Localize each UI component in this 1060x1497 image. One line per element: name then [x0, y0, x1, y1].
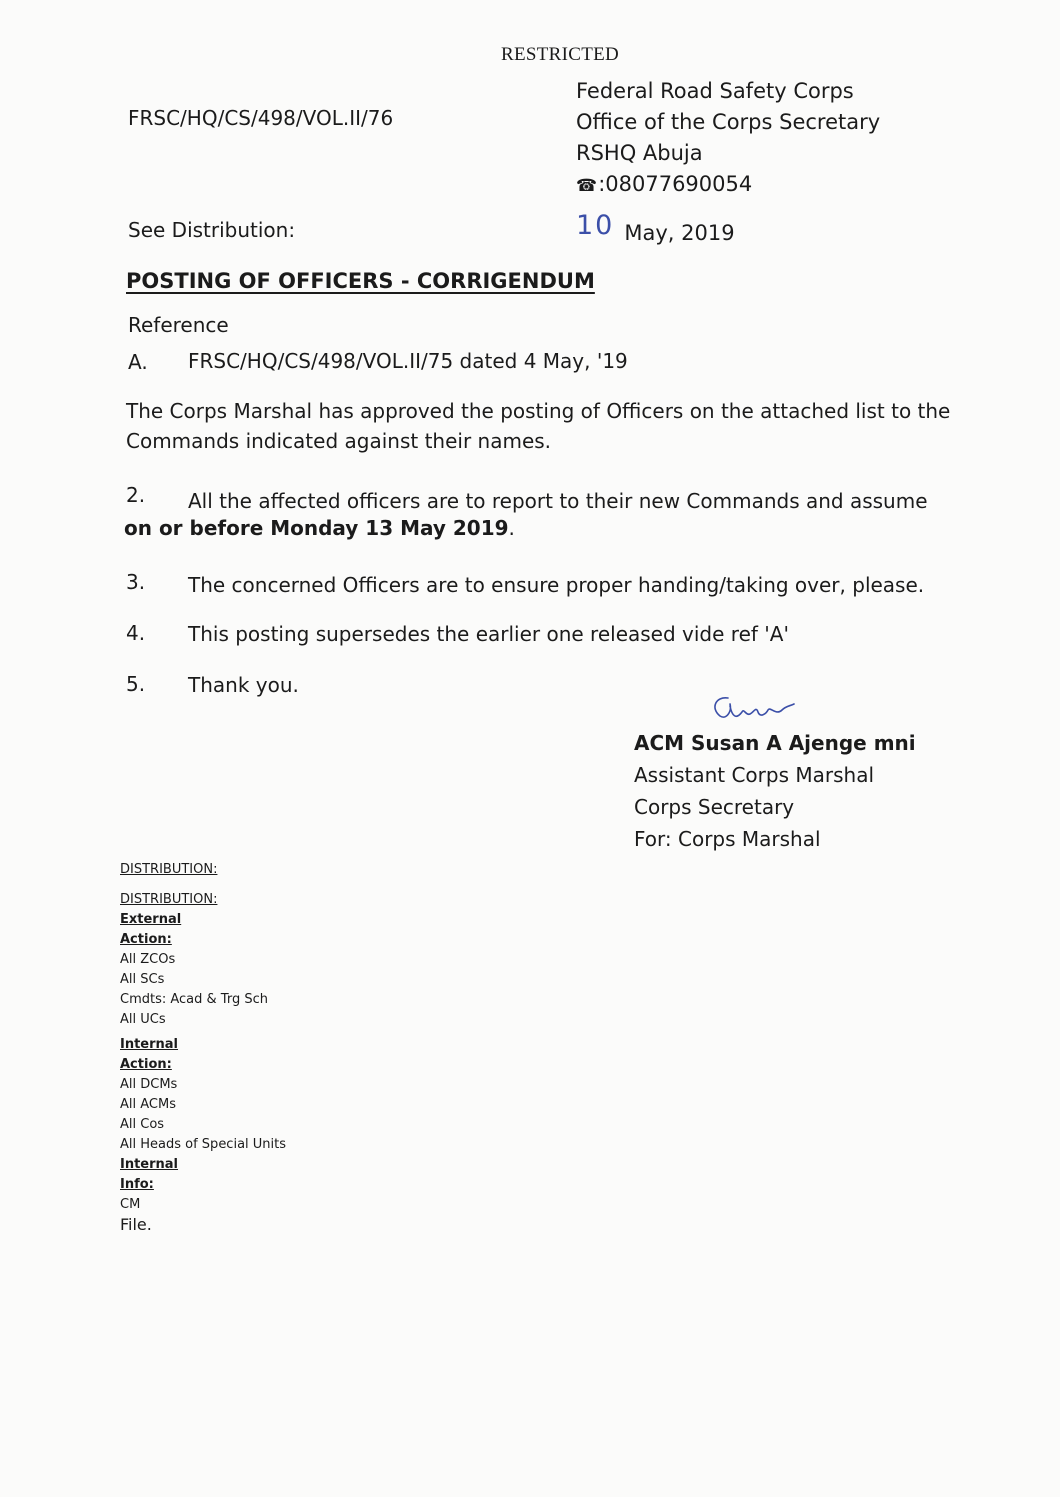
- distribution-internal-info: Internal: [120, 1157, 179, 1172]
- distribution-file: File.: [120, 1215, 152, 1234]
- handwritten-signature: [706, 694, 816, 730]
- reference-number: FRSC/HQ/CS/498/VOL.II/76: [128, 106, 394, 130]
- address-line-1: Federal Road Safety Corps: [576, 79, 854, 103]
- letter-date: [576, 210, 735, 247]
- paragraph-2-number: 2.: [126, 483, 146, 507]
- paragraph-2-text: All the affected officers are to report to their new Commands and assume: [188, 489, 928, 513]
- distribution-list: [120, 860, 286, 1235]
- reference-heading: Reference: [128, 313, 229, 337]
- sender-address: [576, 76, 880, 202]
- signatory-title-1: Assistant Corps Marshal: [634, 763, 875, 787]
- distribution-item: All ZCOs: [120, 952, 176, 967]
- paragraph-4-number: 4.: [126, 621, 146, 645]
- deadline-text: on or before Monday 13 May 2019: [124, 516, 509, 540]
- subject-heading: POSTING OF OFFICERS - CORRIGENDUM: [126, 269, 595, 293]
- paragraph-3-text: The concerned Officers are to ensure proper handing/taking over, please.: [188, 573, 925, 597]
- distribution-info: Info:: [120, 1177, 154, 1192]
- signatory-name: ACM Susan A Ajenge mni: [634, 731, 916, 755]
- date-month-year: May, 2019: [624, 221, 735, 245]
- distribution-external: External: [120, 912, 182, 927]
- address-line-3: RSHQ Abuja: [576, 141, 703, 165]
- address-line-2: Office of the Corps Secretary: [576, 110, 881, 134]
- signature-block: [634, 727, 916, 855]
- distribution-item: All UCs: [120, 1012, 166, 1027]
- distribution-item: All Cos: [120, 1117, 165, 1132]
- distribution-item: CM: [120, 1197, 141, 1212]
- signatory-title-3: For: Corps Marshal: [634, 827, 821, 851]
- distribution-item: Cmdts: Acad & Trg Sch: [120, 992, 268, 1007]
- paragraph-2-deadline: [124, 516, 515, 540]
- distribution-heading-1: DISTRIBUTION:: [120, 862, 218, 877]
- reference-a-text: FRSC/HQ/CS/498/VOL.II/75 dated 4 May, '19: [188, 349, 628, 373]
- distribution-item: All Heads of Special Units: [120, 1137, 287, 1152]
- distribution-internal: Internal: [120, 1037, 179, 1052]
- distribution-item: All SCs: [120, 972, 165, 987]
- distribution-item: All DCMs: [120, 1077, 178, 1092]
- salutation: See Distribution:: [128, 218, 296, 242]
- distribution-external-action: Action:: [120, 932, 172, 947]
- distribution-heading-2: DISTRIBUTION:: [120, 892, 218, 907]
- paragraph-3-number: 3.: [126, 570, 146, 594]
- reference-a-label: A.: [128, 350, 148, 374]
- date-day-handwritten: 10: [576, 210, 615, 241]
- paragraph-1: The Corps Marshal has approved the posting of Officers on the attached list to the Commands indicated against their names.: [126, 399, 951, 453]
- paragraph-5-text: Thank you.: [188, 673, 299, 697]
- distribution-internal-action: Action:: [120, 1057, 172, 1072]
- deadline-period: .: [508, 516, 515, 540]
- address-phone: [576, 169, 880, 202]
- signatory-title-2: Corps Secretary: [634, 795, 795, 819]
- classification-label: RESTRICTED: [501, 44, 620, 65]
- distribution-item: All ACMs: [120, 1097, 176, 1112]
- telephone-icon: ☎: [576, 176, 598, 196]
- paragraph-5-number: 5.: [126, 672, 146, 696]
- paragraph-4-text: This posting supersedes the earlier one released vide ref 'A': [188, 622, 789, 646]
- phone-number: :08077690054: [598, 172, 753, 196]
